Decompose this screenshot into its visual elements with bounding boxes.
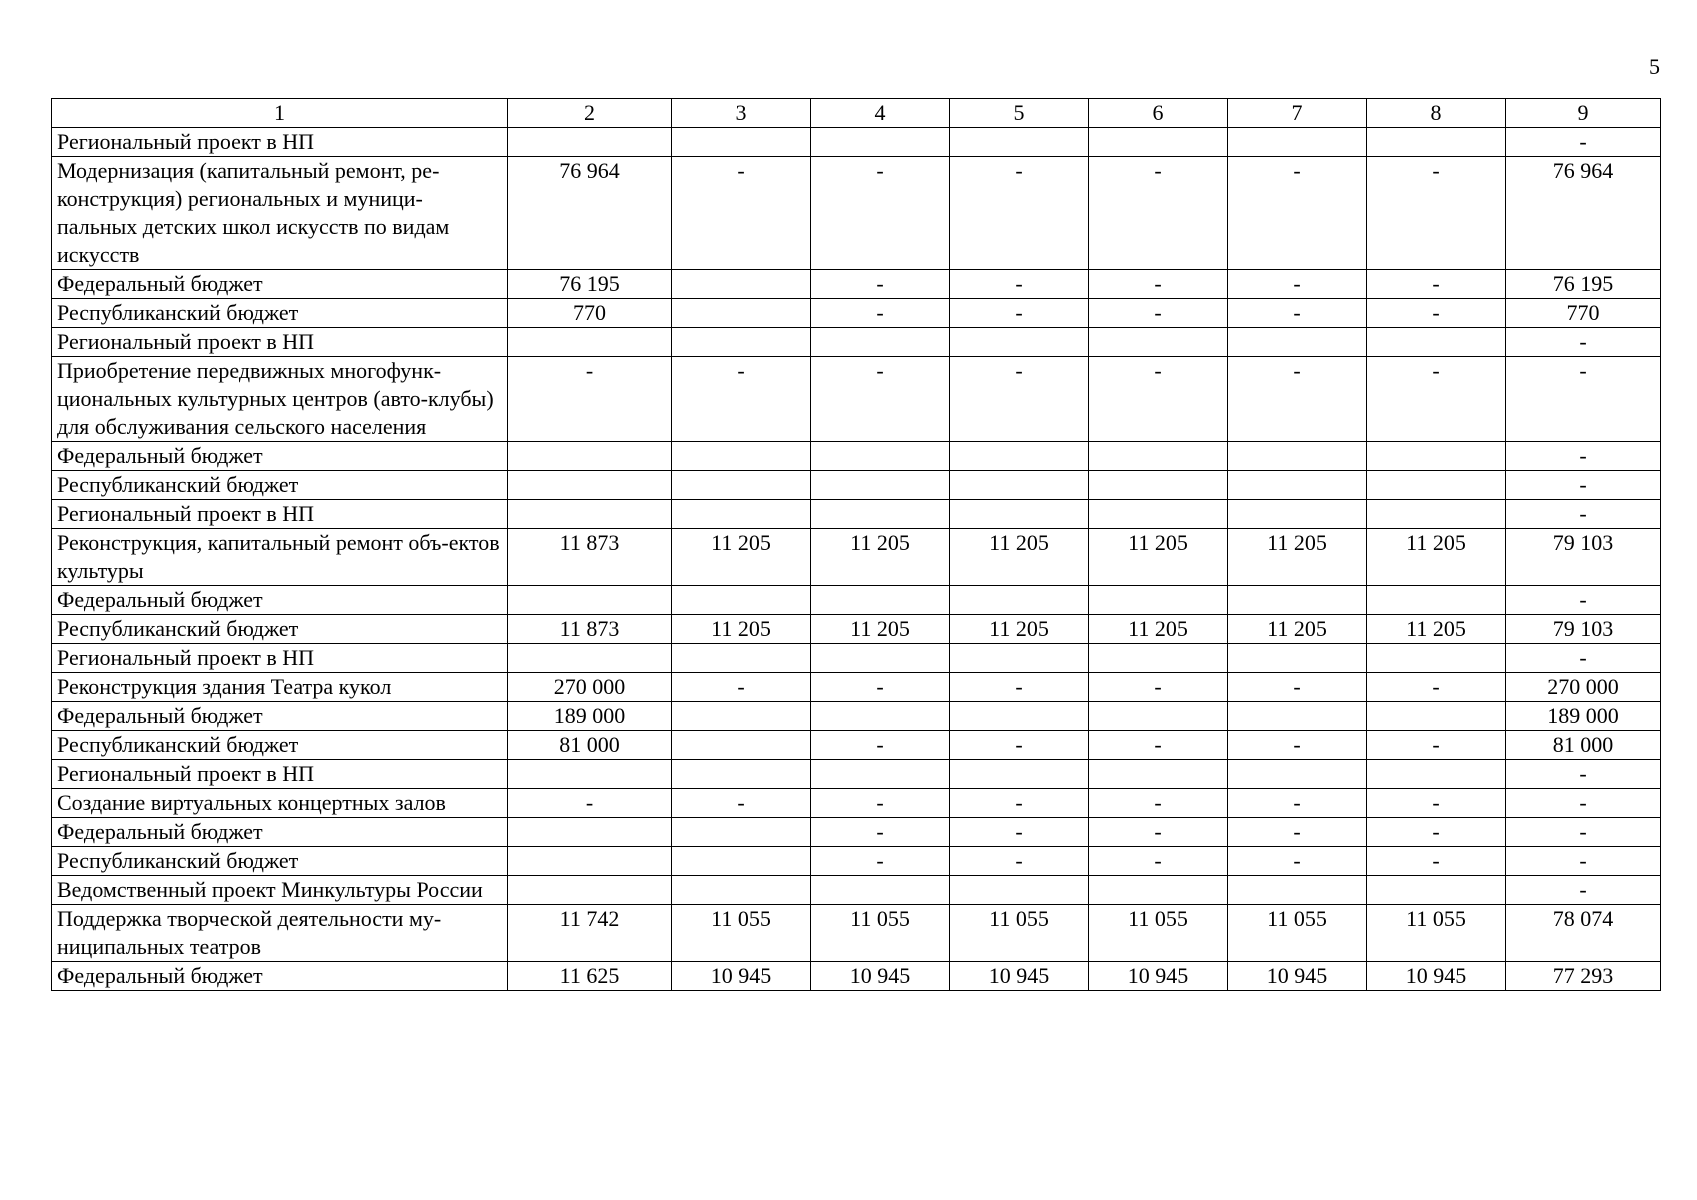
table-cell: -: [1228, 299, 1367, 328]
table-cell: [672, 847, 811, 876]
row-label: Республиканский бюджет: [52, 731, 508, 760]
table-cell: -: [950, 270, 1089, 299]
table-cell: [1089, 876, 1228, 905]
table-cell: [1089, 500, 1228, 529]
table-cell: -: [1228, 270, 1367, 299]
table-cell: [508, 760, 672, 789]
table-cell: 77 293: [1506, 962, 1661, 991]
table-cell: 76 195: [1506, 270, 1661, 299]
table-cell: 11 055: [950, 905, 1089, 962]
table-row: [52, 328, 1661, 357]
table-cell: -: [1506, 586, 1661, 615]
table-cell: -: [1367, 299, 1506, 328]
table-cell: -: [1089, 847, 1228, 876]
table-cell: -: [1089, 157, 1228, 270]
table-cell: 76 964: [508, 157, 672, 270]
table-cell: [811, 760, 950, 789]
table-cell: [1089, 471, 1228, 500]
table-cell: -: [1506, 328, 1661, 357]
table-row: [52, 789, 1661, 818]
table-cell: [1228, 471, 1367, 500]
table-cell: [508, 586, 672, 615]
table-cell: [508, 644, 672, 673]
table-cell: 76 195: [508, 270, 672, 299]
table-cell: -: [950, 818, 1089, 847]
table-cell: [1089, 442, 1228, 471]
row-label: Республиканский бюджет: [52, 471, 508, 500]
table-cell: -: [811, 847, 950, 876]
table-row: [52, 471, 1661, 500]
row-label: Федеральный бюджет: [52, 586, 508, 615]
table-row: [52, 673, 1661, 702]
table-cell: [672, 760, 811, 789]
table-row: [52, 128, 1661, 157]
row-label: Региональный проект в НП: [52, 644, 508, 673]
table-cell: -: [811, 299, 950, 328]
table-cell: [950, 644, 1089, 673]
table-cell: -: [811, 673, 950, 702]
table-cell: -: [1089, 673, 1228, 702]
row-label: Реконструкция здания Театра кукол: [52, 673, 508, 702]
table-cell: [672, 328, 811, 357]
table-cell: 10 945: [1089, 962, 1228, 991]
table-cell: -: [811, 731, 950, 760]
table-cell: -: [1228, 357, 1367, 442]
table-cell: [672, 471, 811, 500]
table-cell: [508, 847, 672, 876]
table-row: [52, 299, 1661, 328]
table-cell: [508, 500, 672, 529]
table-cell: [1089, 760, 1228, 789]
table-cell: [1367, 586, 1506, 615]
budget-table: [51, 98, 1661, 991]
table-cell: [950, 876, 1089, 905]
table-cell: [508, 328, 672, 357]
table-cell: 11 205: [672, 529, 811, 586]
table-cell: 270 000: [508, 673, 672, 702]
table-cell: [672, 702, 811, 731]
table-cell: -: [1228, 818, 1367, 847]
table-cell: -: [1367, 789, 1506, 818]
table-cell: -: [672, 789, 811, 818]
table-cell: [672, 644, 811, 673]
table-cell: [508, 818, 672, 847]
table-cell: -: [1367, 270, 1506, 299]
table-cell: -: [1506, 876, 1661, 905]
table-cell: -: [950, 157, 1089, 270]
table-cell: 11 742: [508, 905, 672, 962]
table-header-row: [52, 99, 1661, 128]
table-cell: [508, 876, 672, 905]
table-cell: 270 000: [1506, 673, 1661, 702]
table-cell: [950, 128, 1089, 157]
table-row: [52, 760, 1661, 789]
table-cell: [811, 702, 950, 731]
table-cell: -: [1089, 299, 1228, 328]
table-cell: 79 103: [1506, 529, 1661, 586]
table-cell: 11 205: [811, 529, 950, 586]
table-cell: -: [1228, 157, 1367, 270]
table-cell: [1228, 702, 1367, 731]
row-label: Поддержка творческой деятельности му-ниципальных театров: [52, 905, 508, 962]
table-cell: -: [1506, 128, 1661, 157]
table-cell: 770: [1506, 299, 1661, 328]
table-cell: 81 000: [508, 731, 672, 760]
table-row: [52, 818, 1661, 847]
column-header: 4: [811, 99, 950, 128]
table-cell: [1089, 644, 1228, 673]
table-cell: [811, 328, 950, 357]
table-row: [52, 442, 1661, 471]
table-cell: -: [1089, 818, 1228, 847]
table-row: [52, 731, 1661, 760]
table-cell: -: [1506, 357, 1661, 442]
row-label: Республиканский бюджет: [52, 847, 508, 876]
table-row: [52, 644, 1661, 673]
table-cell: -: [1367, 731, 1506, 760]
table-cell: [950, 586, 1089, 615]
table-cell: [1367, 128, 1506, 157]
row-label: Региональный проект в НП: [52, 500, 508, 529]
column-header: 9: [1506, 99, 1661, 128]
table-cell: [950, 702, 1089, 731]
table-cell: [672, 731, 811, 760]
column-header: 6: [1089, 99, 1228, 128]
table-cell: 11 055: [1089, 905, 1228, 962]
table-cell: -: [1228, 673, 1367, 702]
row-label: Федеральный бюджет: [52, 270, 508, 299]
row-label: Региональный проект в НП: [52, 760, 508, 789]
table-cell: 76 964: [1506, 157, 1661, 270]
table-row: [52, 876, 1661, 905]
table-cell: 11 055: [1228, 905, 1367, 962]
table-cell: [1367, 702, 1506, 731]
table-cell: [811, 876, 950, 905]
row-label: Ведомственный проект Минкультуры России: [52, 876, 508, 905]
table-cell: [1367, 442, 1506, 471]
row-label: Федеральный бюджет: [52, 702, 508, 731]
table-cell: -: [1089, 731, 1228, 760]
table-cell: [508, 128, 672, 157]
table-cell: -: [1089, 357, 1228, 442]
table-cell: 10 945: [1367, 962, 1506, 991]
table-row: [52, 500, 1661, 529]
table-cell: -: [950, 789, 1089, 818]
table-cell: [950, 471, 1089, 500]
table-cell: -: [811, 270, 950, 299]
table-cell: [1367, 760, 1506, 789]
row-label: Республиканский бюджет: [52, 615, 508, 644]
table-cell: 11 205: [1089, 615, 1228, 644]
table-row: [52, 905, 1661, 962]
table-cell: -: [1506, 442, 1661, 471]
table-cell: 11 205: [1367, 615, 1506, 644]
row-label: Приобретение передвижных многофунк-циональных культурных центров (авто-клубы) для обслуживания сельского населения: [52, 357, 508, 442]
table-cell: [672, 299, 811, 328]
table-cell: [1228, 328, 1367, 357]
row-label: Республиканский бюджет: [52, 299, 508, 328]
table-cell: 79 103: [1506, 615, 1661, 644]
table-cell: 11 205: [1228, 615, 1367, 644]
table-body: [52, 128, 1661, 991]
table-cell: 11 205: [1228, 529, 1367, 586]
table-cell: -: [1089, 789, 1228, 818]
table-cell: 10 945: [672, 962, 811, 991]
table-cell: -: [1367, 157, 1506, 270]
row-label: Реконструкция, капитальный ремонт объ-ектов культуры: [52, 529, 508, 586]
table-cell: -: [1228, 789, 1367, 818]
table-cell: -: [1089, 270, 1228, 299]
table-cell: -: [1367, 357, 1506, 442]
table-cell: 78 074: [1506, 905, 1661, 962]
table-cell: 11 873: [508, 615, 672, 644]
table-cell: [1089, 128, 1228, 157]
table-cell: [811, 644, 950, 673]
table-cell: -: [811, 818, 950, 847]
table-cell: -: [811, 357, 950, 442]
table-row: [52, 847, 1661, 876]
table-cell: [672, 818, 811, 847]
table-cell: 11 205: [1089, 529, 1228, 586]
table-cell: [1228, 760, 1367, 789]
table-cell: -: [1506, 847, 1661, 876]
table-cell: -: [1506, 471, 1661, 500]
table-cell: 11 205: [811, 615, 950, 644]
table-cell: -: [1367, 818, 1506, 847]
table-row: [52, 529, 1661, 586]
column-header: 5: [950, 99, 1089, 128]
table-cell: [950, 328, 1089, 357]
row-label: Модернизация (капитальный ремонт, ре-конструкция) региональных и муници-пальных детских школ искусств по видам искусств: [52, 157, 508, 270]
table-cell: -: [1506, 500, 1661, 529]
table-cell: [1367, 500, 1506, 529]
table-cell: -: [508, 357, 672, 442]
table-cell: [811, 500, 950, 529]
table-cell: -: [811, 157, 950, 270]
table-cell: 11 625: [508, 962, 672, 991]
table-cell: [1367, 876, 1506, 905]
table-row: [52, 157, 1661, 270]
row-label: Федеральный бюджет: [52, 818, 508, 847]
table-cell: [1089, 586, 1228, 615]
table-cell: -: [811, 789, 950, 818]
table-cell: 11 205: [950, 615, 1089, 644]
table-cell: [1228, 644, 1367, 673]
table-cell: [811, 128, 950, 157]
table-cell: -: [672, 357, 811, 442]
table-row: [52, 586, 1661, 615]
table-cell: 11 205: [672, 615, 811, 644]
row-label: Региональный проект в НП: [52, 328, 508, 357]
table-cell: 11 055: [672, 905, 811, 962]
table-cell: [672, 876, 811, 905]
table-cell: [1228, 128, 1367, 157]
table-row: [52, 270, 1661, 299]
table-cell: 11 055: [1367, 905, 1506, 962]
table-cell: -: [1367, 847, 1506, 876]
table-cell: [1228, 500, 1367, 529]
row-label: Создание виртуальных концертных залов: [52, 789, 508, 818]
table-cell: [1228, 876, 1367, 905]
column-header: 3: [672, 99, 811, 128]
table-cell: -: [1506, 644, 1661, 673]
table-cell: -: [950, 357, 1089, 442]
table-cell: 10 945: [950, 962, 1089, 991]
table-cell: -: [950, 847, 1089, 876]
table-cell: 10 945: [1228, 962, 1367, 991]
table-cell: 11 205: [1367, 529, 1506, 586]
table-cell: 11 873: [508, 529, 672, 586]
table-cell: [1228, 586, 1367, 615]
table-cell: -: [950, 731, 1089, 760]
table-cell: -: [1506, 818, 1661, 847]
table-cell: 189 000: [508, 702, 672, 731]
table-cell: [1367, 644, 1506, 673]
table-row: [52, 702, 1661, 731]
table-cell: [1367, 471, 1506, 500]
table-cell: [1228, 442, 1367, 471]
column-header: 8: [1367, 99, 1506, 128]
table-cell: 770: [508, 299, 672, 328]
column-header: 1: [52, 99, 508, 128]
table-cell: 10 945: [811, 962, 950, 991]
table-row: [52, 615, 1661, 644]
table-cell: [950, 760, 1089, 789]
table-cell: -: [950, 673, 1089, 702]
table-cell: -: [672, 157, 811, 270]
row-label: Региональный проект в НП: [52, 128, 508, 157]
table-cell: 81 000: [1506, 731, 1661, 760]
table-cell: -: [672, 673, 811, 702]
table-row: [52, 357, 1661, 442]
table-cell: [811, 471, 950, 500]
table-cell: [811, 586, 950, 615]
table-cell: [1367, 328, 1506, 357]
table-cell: [672, 500, 811, 529]
table-cell: [1089, 702, 1228, 731]
table-cell: [672, 442, 811, 471]
table-cell: 11 055: [811, 905, 950, 962]
table-row: [52, 962, 1661, 991]
table-cell: -: [1506, 760, 1661, 789]
row-label: Федеральный бюджет: [52, 962, 508, 991]
table-cell: [508, 442, 672, 471]
page-number: 5: [1649, 54, 1660, 79]
table-cell: [672, 270, 811, 299]
table-cell: [672, 586, 811, 615]
table-cell: 189 000: [1506, 702, 1661, 731]
table-cell: [1089, 328, 1228, 357]
table-cell: [672, 128, 811, 157]
column-header: 2: [508, 99, 672, 128]
table-cell: -: [950, 299, 1089, 328]
table-cell: -: [508, 789, 672, 818]
table-cell: [950, 442, 1089, 471]
table-cell: [508, 471, 672, 500]
column-header: 7: [1228, 99, 1367, 128]
table-cell: -: [1228, 731, 1367, 760]
table-cell: -: [1506, 789, 1661, 818]
table-cell: [950, 500, 1089, 529]
row-label: Федеральный бюджет: [52, 442, 508, 471]
table-cell: -: [1367, 673, 1506, 702]
table-cell: [811, 442, 950, 471]
table-cell: -: [1228, 847, 1367, 876]
table-cell: 11 205: [950, 529, 1089, 586]
